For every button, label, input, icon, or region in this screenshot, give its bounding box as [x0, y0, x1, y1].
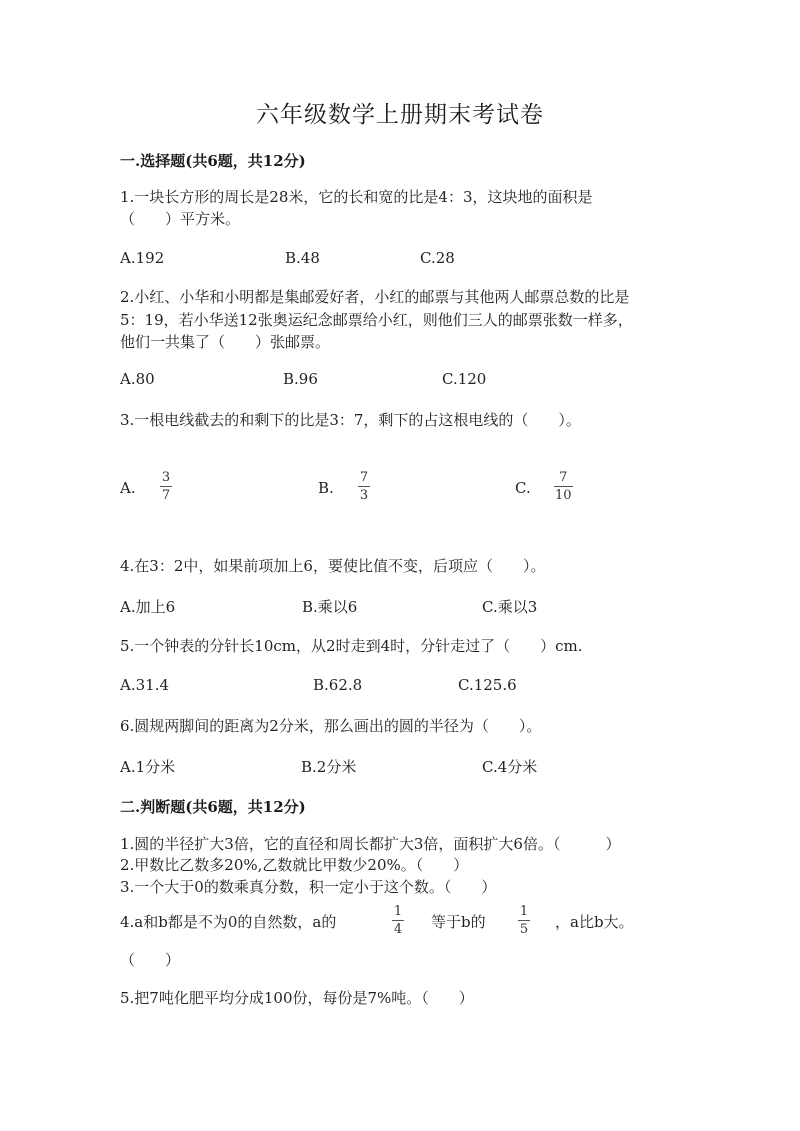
s1-q5-option-c: C.125.6 [458, 676, 517, 694]
s2-q5: 5.把7吨化肥平均分成100份，每份是7%吨。（ ） [120, 989, 474, 1007]
fraction-bar [518, 920, 530, 921]
s1-q2-line3: 他们一共集了（ ）张邮票。 [120, 333, 331, 351]
s1-q6-option-a: A.1分米 [120, 758, 176, 776]
fraction-numerator: 1 [393, 904, 403, 919]
s1-q4-option-a: A.加上6 [120, 598, 176, 616]
s1-q2-option-c: C.120 [442, 370, 487, 388]
fraction-denominator: 4 [393, 922, 403, 937]
s2-q3: 3.一个大于0的数乘真分数，积一定小于这个数。（ ） [120, 878, 497, 896]
s1-q2-option-b: B.96 [283, 370, 318, 388]
s2-q4-blank: （ ） [120, 951, 181, 969]
fraction-numerator: 7 [359, 470, 369, 485]
s2-q4-fraction-2 [518, 905, 530, 937]
section-2-heading: 二.判断题(共6题，共12分) [120, 798, 306, 816]
section-1-heading: 一.选择题(共6题，共12分) [120, 152, 306, 170]
fraction-numerator: 1 [519, 904, 529, 919]
s1-q6-option-c: C.4分米 [482, 758, 538, 776]
s2-q1: 1.圆的半径扩大3倍，它的直径和周长都扩大3倍，面积扩大6倍。（ ） [120, 835, 621, 853]
s2-q4-fraction-1 [392, 905, 404, 937]
s1-q5-option-a: A.31.4 [120, 676, 169, 694]
s1-q2-line2: 5：19，若小华送12张奥运纪念邮票给小红，则他们三人的邮票张数一样多， [120, 311, 633, 329]
s1-q2-option-a: A.80 [120, 370, 155, 388]
s1-q1-option-b: B.48 [285, 249, 320, 267]
s1-q1-option-a: A.192 [120, 249, 165, 267]
s1-q1-line1: 1.一块长方形的周长是28米，它的长和宽的比是4：3，这块地的面积是 [120, 188, 593, 206]
s1-q6-option-b: B.2分米 [301, 758, 357, 776]
s2-q4-part3: ，a比b大。 [555, 913, 634, 931]
s1-q4-option-c: C.乘以3 [482, 598, 538, 616]
s1-q3-option-a-label: A. [120, 479, 136, 497]
s1-q1-option-c: C.28 [420, 249, 455, 267]
s1-q5-option-b: B.62.8 [313, 676, 363, 694]
fraction-bar [554, 486, 573, 487]
s1-q1-line2: （ ）平方米。 [120, 210, 241, 228]
s1-q5-line1: 5.一个钟表的分针长10cm，从2时走到4时，分针走过了（ ）cm. [120, 637, 583, 655]
s2-q2: 2.甲数比乙数多20%,乙数就比甲数少20%。（ ） [120, 856, 469, 874]
s2-q4-part2: 等于b的 [431, 913, 486, 931]
s1-q3-option-c-label: C. [515, 479, 531, 497]
s1-q2-line1: 2.小红、小华和小明都是集邮爱好者，小红的邮票与其他两人邮票总数的比是 [120, 288, 630, 306]
page-title: 六年级数学上册期末考试卷 [256, 102, 544, 128]
fraction-numerator: 7 [559, 470, 568, 485]
fraction-bar [160, 486, 172, 487]
fraction-denominator: 7 [161, 488, 171, 503]
fraction-bar [358, 486, 370, 487]
s2-q4-part1: 4.a和b都是不为0的自然数，a的 [120, 913, 337, 931]
s1-q4-line1: 4.在3：2中，如果前项加上6，要使比值不变，后项应（ ）。 [120, 557, 546, 575]
fraction-denominator: 3 [359, 488, 369, 503]
s1-q3-option-c-fraction [554, 471, 573, 503]
fraction-numerator: 3 [161, 470, 171, 485]
s1-q3-line1: 3.一根电线截去的和剩下的比是3：7，剩下的占这根电线的（ ）。 [120, 411, 581, 429]
s1-q3-option-b-fraction [358, 471, 370, 503]
s1-q6-line1: 6.圆规两脚间的距离为2分米，那么画出的圆的半径为（ ）。 [120, 717, 542, 735]
fraction-denominator: 10 [555, 488, 572, 503]
s1-q3-option-b-label: B. [318, 479, 334, 497]
s1-q4-option-b: B.乘以6 [302, 598, 358, 616]
fraction-bar [392, 920, 404, 921]
s1-q3-option-a-fraction [160, 471, 172, 503]
fraction-denominator: 5 [519, 922, 529, 937]
